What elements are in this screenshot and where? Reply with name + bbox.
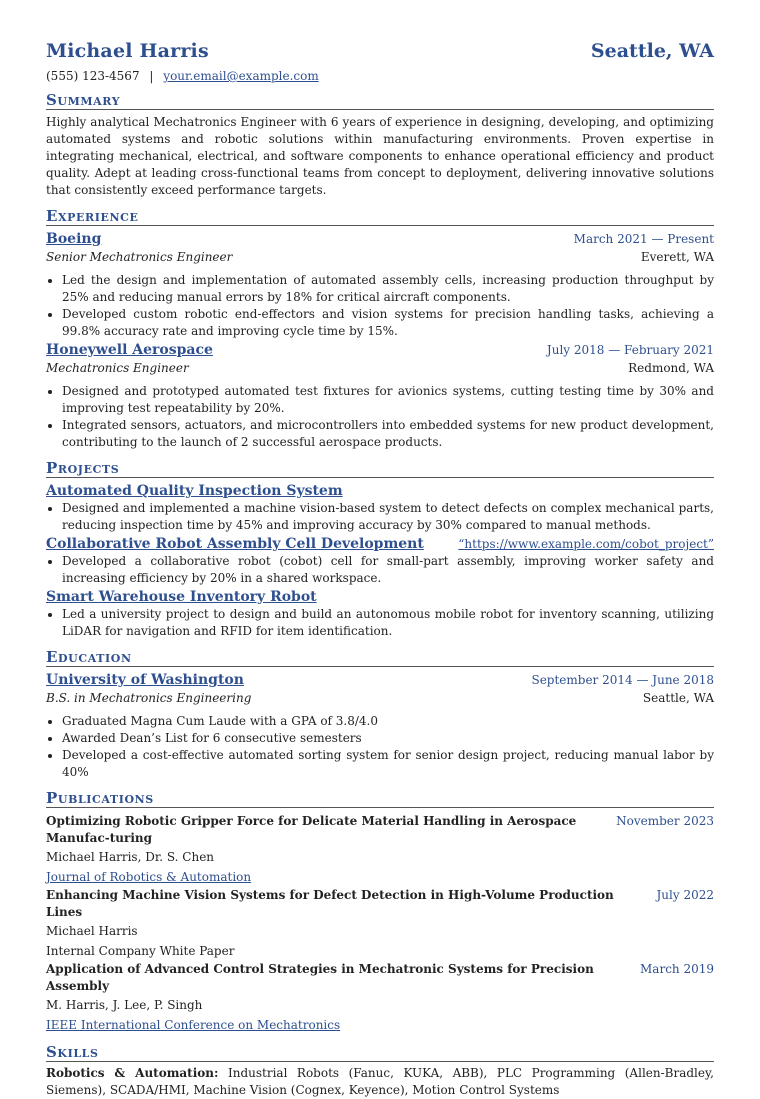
skills-line	[46, 1065, 714, 1099]
publication-entry	[46, 961, 714, 1035]
section-title-skills: Skills	[46, 1044, 714, 1062]
education-entry	[46, 671, 714, 781]
project-entry	[46, 482, 714, 534]
phone-number: (555) 123-4567	[46, 69, 140, 83]
skills-category-label: Robotics & Automation:	[46, 1066, 219, 1080]
job-bullets	[46, 272, 714, 340]
summary-text: Highly analytical Mechatronics Engineer with 6 years of experience in designing, developing, and optimizing automated systems and robotic solutions within manufacturing environments. Proven expertise in integrating mechanical, electrical, and software components to enhance operational efficiency and product quality. Adept at leading cross-functional teams from concept to deployment, delivering innovative solutions that consistently exceed performance targets.	[46, 115, 714, 197]
publication-venue-link[interactable]: IEEE International Conference on Mechatronics	[46, 1018, 341, 1032]
experience-entry	[46, 341, 714, 451]
publication-title: Optimizing Robotic Gripper Force for Delicate Material Handling in Aerospace Manufac-turing	[46, 814, 577, 845]
publication-venue-link[interactable]: Journal of Robotics & Automation	[46, 870, 252, 884]
project-entry	[46, 588, 714, 640]
job-title: Senior Mechatronics Engineer	[46, 250, 233, 264]
job-location: Redmond, WA	[628, 361, 714, 375]
publication-authors: M. Harris, J. Lee, P. Singh	[46, 998, 203, 1012]
company-link[interactable]: Boeing	[46, 231, 102, 247]
list-item: • Awarded Dean’s List for 6 consecutive semesters	[62, 730, 714, 747]
job-dates: March 2021 — Present	[573, 232, 714, 246]
candidate-location: Seattle, WA	[590, 40, 714, 62]
publication-venue: Internal Company White Paper	[46, 944, 235, 958]
publication-authors: Michael Harris	[46, 924, 138, 938]
publication-date: July 2022	[656, 888, 714, 902]
resume-header	[46, 40, 714, 62]
project-bullets	[46, 500, 714, 534]
project-url-link[interactable]: “https://www.example.com/cobot_project”	[458, 537, 714, 551]
skills-list: Industrial Robots (Fanuc, KUKA, ABB), PLC Programming (Allen-Bradley, Siemens), SCADA/HMI, Machine Vision (Cognex, Keyence), Motion Control Systems	[46, 1066, 714, 1097]
job-bullets	[46, 383, 714, 451]
list-item: • Developed a collaborative robot (cobot) cell for small-part assembly, improving worker safety and increasing efficiency by 20% in a shared workspace.	[62, 553, 714, 587]
job-location: Everett, WA	[640, 250, 714, 264]
list-item: • Designed and prototyped automated test fixtures for avionics systems, cutting testing time by 30% and improving test repeatability by 20%.	[62, 383, 714, 417]
contact-line	[46, 69, 714, 83]
project-bullets	[46, 606, 714, 640]
education-dates: September 2014 — June 2018	[531, 673, 714, 687]
section-title-publications: Publications	[46, 790, 714, 808]
section-title-projects: Projects	[46, 460, 714, 478]
section-title-education: Education	[46, 649, 714, 667]
project-name-link[interactable]: Automated Quality Inspection System	[46, 483, 343, 499]
list-item: • Developed a cost-effective automated sorting system for senior design project, reducing manual labor by 40%	[62, 747, 714, 781]
publication-title: Enhancing Machine Vision Systems for Defect Detection in High-Volume Production Lines	[46, 888, 614, 919]
list-item: • Designed and implemented a machine vision-based system to detect defects on complex mechanical parts, reducing inspection time by 45% and improving accuracy by 30% compared to manual methods.	[62, 500, 714, 534]
project-bullets	[46, 553, 714, 587]
job-title: Mechatronics Engineer	[46, 361, 189, 375]
publication-entry	[46, 813, 714, 887]
list-item: • Led a university project to design and build an autonomous mobile robot for inventory scanning, utilizing LiDAR for navigation and RFID for item identification.	[62, 606, 714, 640]
list-item: • Led the design and implementation of automated assembly cells, increasing production throughput by 25% and reducing manual errors by 18% for critical aircraft components.	[62, 272, 714, 306]
section-title-experience: Experience	[46, 208, 714, 226]
company-link[interactable]: Honeywell Aerospace	[46, 342, 213, 358]
project-entry	[46, 535, 714, 587]
publication-entry	[46, 887, 714, 961]
publication-date: March 2019	[640, 962, 714, 976]
school-link[interactable]: University of Washington	[46, 672, 244, 688]
school-location: Seattle, WA	[642, 691, 714, 705]
education-bullets	[46, 713, 714, 781]
email-link[interactable]: your.email@example.com	[163, 69, 319, 83]
publication-authors: Michael Harris, Dr. S. Chen	[46, 850, 215, 864]
contact-separator: |	[149, 69, 154, 83]
degree: B.S. in Mechatronics Engineering	[46, 691, 252, 705]
section-title-summary: Summary	[46, 92, 714, 110]
candidate-name: Michael Harris	[46, 40, 209, 62]
list-item: • Graduated Magna Cum Laude with a GPA of 3.8/4.0	[62, 713, 714, 730]
resume-page	[46, 40, 714, 1099]
publication-title: Application of Advanced Control Strategies in Mechatronic Systems for Precision Assembly	[46, 962, 594, 993]
project-name-link[interactable]: Collaborative Robot Assembly Cell Development	[46, 536, 424, 552]
publication-date: November 2023	[616, 814, 714, 828]
project-name-link[interactable]: Smart Warehouse Inventory Robot	[46, 589, 317, 605]
list-item: • Developed custom robotic end-effectors and vision systems for precision handling tasks, achieving a 99.8% accuracy rate and improving cycle time by 15%.	[62, 306, 714, 340]
job-dates: July 2018 — February 2021	[546, 343, 714, 357]
experience-entry	[46, 230, 714, 340]
list-item: • Integrated sensors, actuators, and microcontrollers into embedded systems for new product development, contributing to the launch of 2 successful aerospace products.	[62, 417, 714, 451]
